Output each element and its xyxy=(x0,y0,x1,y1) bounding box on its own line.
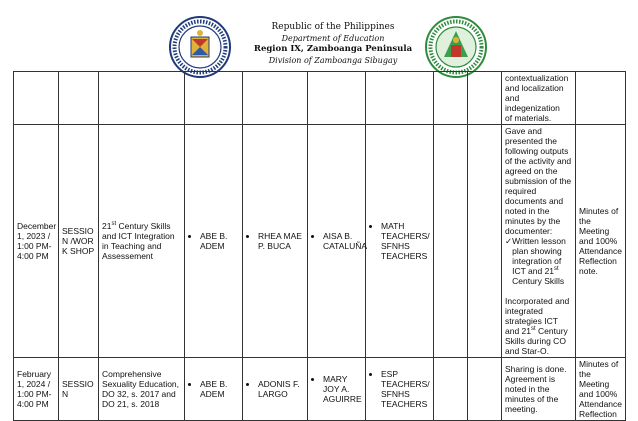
empty-cell xyxy=(468,125,502,358)
republic-line: Republic of the Philippines xyxy=(271,22,395,32)
mov-cell: Minutes of the Meeting and 100% Attendance Reflection note. xyxy=(576,125,626,358)
participants-text: • ESP TEACHERS/ SFNHS TEACHERS xyxy=(381,369,430,409)
speaker-cell xyxy=(243,358,308,421)
documenter-name: • AISA B. CATALUÑA xyxy=(323,231,362,251)
outputs-check-text: Written lesson plan showing integration of ICT and 21 xyxy=(512,236,566,276)
division-line: Division of Zamboanga Sibugay xyxy=(268,56,398,65)
title-text: 21 xyxy=(102,221,112,231)
speaker-name: • RHEA MAE P. BUCA xyxy=(258,231,304,251)
output-line: of materials. xyxy=(505,113,552,123)
speaker-name: • ADONIS F. LARGO xyxy=(258,379,304,399)
outputs-check-text-wrap xyxy=(512,236,572,286)
region-line: Region IX, Zamboanga Peninsula xyxy=(253,44,413,54)
output-line: and localization xyxy=(505,83,564,93)
title-cell: Comprehensive Sexuality Education, DO 32, s. 2017 and DO 21, s. 2018 xyxy=(99,358,185,421)
outputs-intro: Gave and presented the following outputs of the activity and agreed on the submission of the required documents and noted in the minutes by the documenter: xyxy=(505,126,572,236)
outputs-extra-text: Incorporated and integrated strategies ICT and 21 xyxy=(505,296,570,336)
empty-cell xyxy=(434,125,468,358)
checkmark-icon: ✓ xyxy=(505,236,513,246)
type-cell: SESSION xyxy=(59,358,99,421)
facilitator-cell xyxy=(185,358,243,421)
participants-cell xyxy=(366,125,434,358)
mov-cell: Minutes of the Meeting and 100% Attendance Reflection xyxy=(576,358,626,421)
outputs-check-text: Century Skills xyxy=(512,276,565,286)
department-line: Department of Education xyxy=(281,34,385,43)
date-cell: February 1, 2024 / 1:00 PM-4:00 PM xyxy=(14,358,59,421)
output-line: contextualization xyxy=(505,73,569,83)
empty-cell xyxy=(468,72,502,125)
title-cell xyxy=(99,72,185,125)
participants-text: • MATH TEACHERS/ SFNHS TEACHERS xyxy=(381,221,430,261)
facilitator-cell xyxy=(185,72,243,125)
division-seal-icon xyxy=(424,15,488,79)
table-row xyxy=(14,125,626,358)
documenter-name: • MARY JOY A. AGUIRRE xyxy=(323,374,362,404)
title-cell xyxy=(99,125,185,358)
documenter-cell xyxy=(308,125,366,358)
speaker-cell xyxy=(243,72,308,125)
letterhead xyxy=(0,0,638,74)
empty-cell xyxy=(468,358,502,421)
outputs-cell: Sharing is done. Agreement is noted in the minutes of the meeting. xyxy=(502,358,576,421)
facilitator-name: • ABE B. ADEM xyxy=(200,379,239,399)
empty-cell xyxy=(434,72,468,125)
table-row xyxy=(14,358,626,421)
outputs-extra-sup: st xyxy=(531,326,536,333)
speaker-cell xyxy=(243,125,308,358)
outputs-cell xyxy=(502,125,576,358)
type-cell: SESSION /WORK SHOP xyxy=(59,125,99,358)
agenda-table xyxy=(13,71,626,421)
participants-cell xyxy=(366,72,434,125)
title-sup: st xyxy=(111,221,117,228)
letterhead-text xyxy=(248,22,418,66)
participants-cell xyxy=(366,358,434,421)
documenter-cell xyxy=(308,358,366,421)
facilitator-name: • ABE B. ADEM xyxy=(200,231,239,251)
outputs-cell xyxy=(502,72,576,125)
outputs-extra-text: Century Skills during CO and Star-O. xyxy=(505,326,568,356)
type-cell xyxy=(59,72,99,125)
outputs-extra xyxy=(505,296,572,356)
facilitator-cell xyxy=(185,125,243,358)
output-line: and indegenization xyxy=(505,93,560,113)
date-cell: December 1, 2023 / 1:00 PM-4:00 PM xyxy=(14,125,59,358)
spacer xyxy=(505,286,572,296)
title-text: Century Skills and ICT Integration in Teaching and Assessement xyxy=(102,221,175,261)
documenter-cell xyxy=(308,72,366,125)
outputs-check-sup: st xyxy=(554,266,559,273)
empty-cell xyxy=(434,358,468,421)
outputs-check-item xyxy=(505,236,572,286)
date-cell xyxy=(14,72,59,125)
table-row xyxy=(14,72,626,125)
mov-cell xyxy=(576,72,626,125)
deped-seal-icon xyxy=(168,15,232,79)
